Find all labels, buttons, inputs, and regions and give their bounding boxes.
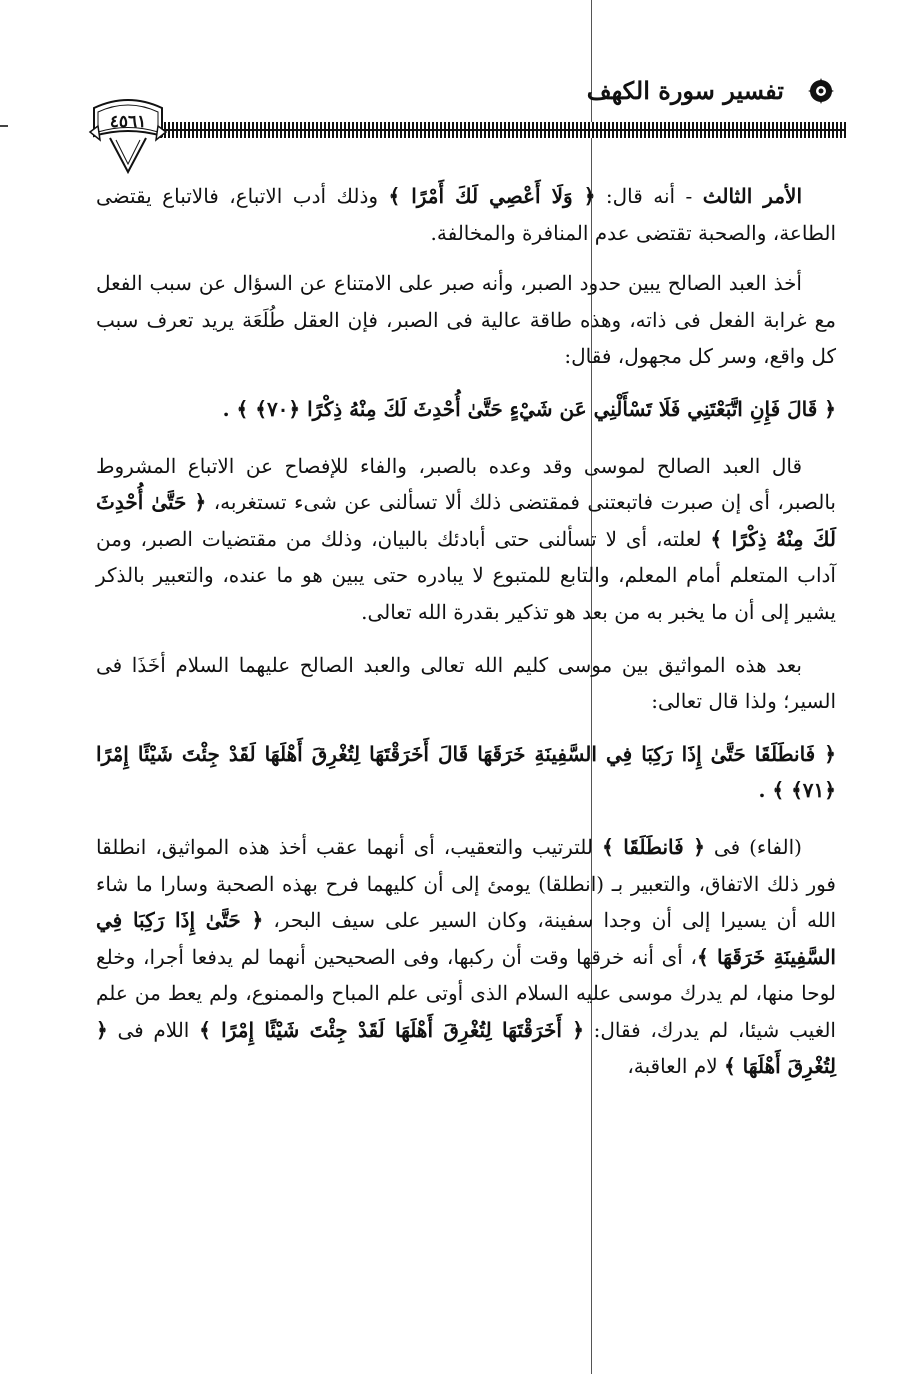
page-number: ٤٥٦١ <box>109 112 147 132</box>
header-rule <box>160 122 846 138</box>
flower-ornament-icon <box>808 78 834 104</box>
running-title: تفسير سورة الكهف <box>586 76 784 105</box>
page-header <box>86 70 846 180</box>
quran-quote: ﴿ وَلَا أَعْصِي لَكَ أَمْرًا ﴾ <box>388 184 596 208</box>
quran-quote: ﴿ لِتُغْرِقَ أَهْلَهَا ﴾ <box>96 1017 836 1079</box>
paragraph-3-text-a: قال العبد الصالح لموسى وقد وعده بالصبر، والفاء للإفصاح عن الاتباع المشروط بالصبر، أى إن صبرت فاتبعتنى فمقتضى ذلك ألا تسألنى عن شىء تستغربه، <box>96 453 836 515</box>
paragraph-5-text-d: اللام فى <box>107 1017 200 1042</box>
quran-quote: ﴿ فَانطَلَقَا ﴾ <box>601 834 705 859</box>
page-number-badge <box>88 86 168 176</box>
paragraph-3 <box>96 448 836 631</box>
verse-70: ﴿ قَالَ فَإِنِ اتَّبَعْتَنِي فَلَا تَسْأَلْنِي عَن شَيْءٍ حَتَّىٰ أُحْدِثَ لَكَ مِنْهُ ذِكْرًا ﴿٧٠﴾ ﴾ . <box>222 396 836 421</box>
paragraph-5-text-b: للترتيب والتعقيب، أى أنهما عقب أخذ هذه المواثيق، انطلقا فور ذلك الاتفاق، والتعبير بـ (انطلقا) يومئ إلى أن كليهما فرح بهذه الصحبة وسارا ما شاء الله أن يسيرا إلى أن وجدا سفينة، وكان السير على سيف البحر، <box>96 834 836 933</box>
paragraph-1-text-a: - أنه قال: <box>595 184 703 208</box>
paragraph-4: بعد هذه المواثيق بين موسى كليم الله تعالى والعبد الصالح عليهما السلام أخَذَا فى السير؛ ولذا قال تعالى: <box>96 652 836 714</box>
paragraph-2: أخذ العبد الصالح يبين حدود الصبر، وأنه صبر على الامتناع عن السؤال عن سبب الفعل مع غرابة الفعل فى ذاته، وهذه طاقة عالية فى الصبر، فإن العقل طُلَعَة يريد تعرف سبب كل واقع، وسر كل مجهول، فقال: <box>96 271 836 369</box>
paragraph-5 <box>96 829 836 1085</box>
paragraph-3-text-b: لعلته، أى لا تسألنى حتى أبادئك بالبيان، وذلك من مقتضيات الصبر، ومن آداب المتعلم أمام المعلم، والتابع للمتبوع لا يبادره حتى يبين هو ما عنده، والتعبير بالذكر يشير إلى أن ما يخبر به من بعد هو تذكير بقدرة الله تعالى. <box>96 526 836 624</box>
quran-quote: ﴿ حَتَّىٰ أُحْدِثَ لَكَ مِنْهُ ذِكْرًا ﴾ <box>96 490 836 551</box>
paragraph-5-text-e: لام العاقبة، <box>627 1054 724 1079</box>
page-body <box>96 178 836 1101</box>
paragraph-1-text-b: وذلك أدب الاتباع، فالاتباع يقتضى الطاعة، والصحبة تقتضى عدم المنافرة والمخالفة. <box>96 184 836 245</box>
paragraph-5-text-a: (الفاء) فى <box>704 834 802 859</box>
paragraph-5-text-c: ، أى أنه خرقها وقت أن ركبها، وفى الصحيحين أنهما لم يدفعا أجرا، وخلع لوحا منها، لم يدرك موسى عليه السلام الذى أوتى علم المباح والممنوع، ولم يعط من علم الغيب شيئا، لم يدرك، فقال: <box>96 944 836 1042</box>
verse-71: ﴿ فَانطَلَقَا حَتَّىٰ إِذَا رَكِبَا فِي السَّفِينَةِ خَرَقَهَا قَالَ أَخَرَقْتَهَا لِتُغْرِقَ أَهْلَهَا لَقَدْ جِئْتَ شَيْئًا إِمْرًا ﴿٧١﴾ ﴾ . <box>96 741 836 803</box>
quran-quote: ﴿ أَخَرَقْتَهَا لِتُغْرِقَ أَهْلَهَا لَقَدْ جِئْتَ شَيْئًا إِمْرًا ﴾ <box>199 1017 584 1042</box>
margin-tick <box>0 125 8 127</box>
quran-quote: ﴿ حَتَّىٰ إِذَا رَكِبَا فِي السَّفِينَةِ خَرَقَهَا ﴾ <box>96 908 836 969</box>
paragraph-1 <box>96 178 836 251</box>
section-lead: الأمر الثالث <box>702 184 802 208</box>
